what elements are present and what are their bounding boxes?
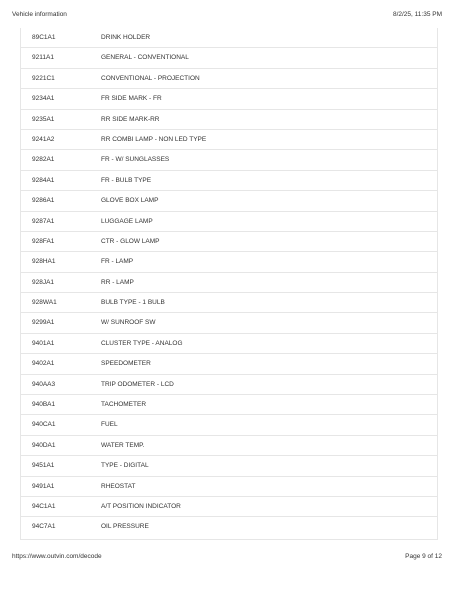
option-code: 9211A1 [32, 54, 54, 62]
table-row [21, 456, 437, 476]
option-description: FR - BULB TYPE [101, 176, 152, 184]
table-row [21, 150, 437, 170]
option-code: 928FA1 [32, 237, 55, 245]
page-title: Vehicle information [12, 11, 67, 18]
option-code: 928JA1 [32, 278, 55, 286]
table-row [21, 232, 437, 252]
option-description: TYPE - DIGITAL [101, 462, 149, 470]
table-row [21, 212, 437, 232]
table-row [21, 477, 437, 497]
print-datetime: 8/2/25, 11:35 PM [392, 11, 442, 18]
option-code: 928WA1 [32, 299, 57, 307]
option-description: FUEL [101, 421, 118, 429]
option-description: GLOVE BOX LAMP [101, 197, 159, 205]
table-row [21, 293, 437, 313]
table-row [21, 89, 437, 109]
option-description: SPEEDOMETER [101, 360, 151, 368]
option-description: OIL PRESSURE [101, 523, 149, 531]
option-description: W/ SUNROOF SW [101, 319, 156, 327]
option-description: RHEOSTAT [101, 482, 136, 490]
table-row [21, 273, 437, 293]
option-code: 940AA3 [32, 380, 56, 388]
table-row [21, 375, 437, 395]
option-description: RR SIDE MARK-RR [101, 115, 160, 123]
table-row [21, 334, 437, 354]
option-description: FR - W/ SUNGLASSES [101, 156, 170, 164]
vehicle-options-table [20, 28, 438, 540]
table-row [21, 252, 437, 272]
option-description: LUGGAGE LAMP [101, 217, 153, 225]
option-code: 9241A2 [32, 135, 55, 143]
option-code: 94C7A1 [32, 523, 56, 531]
option-code: 89C1A1 [32, 34, 56, 41]
table-row [21, 436, 437, 456]
option-description: CTR - GLOW LAMP [101, 237, 160, 245]
option-code: 9284A1 [32, 176, 55, 184]
option-code: 9299A1 [32, 319, 55, 327]
source-url: https://www.outvin.com/decode [12, 553, 102, 560]
page-header [12, 11, 442, 21]
option-description: CLUSTER TYPE - ANALOG [101, 339, 183, 347]
option-description: DRINK HOLDER [101, 34, 151, 41]
option-code: 9401A1 [32, 339, 55, 347]
table-row [21, 110, 437, 130]
page-number: Page 9 of 12 [405, 553, 442, 560]
option-code: 940DA1 [32, 441, 56, 449]
option-description: RR - LAMP [101, 278, 134, 286]
option-description: TRIP ODOMETER - LCD [101, 380, 174, 388]
option-description: RR COMBI LAMP - NON LED TYPE [101, 135, 207, 143]
option-code: 9402A1 [32, 360, 55, 368]
table-row [21, 171, 437, 191]
option-code: 9221C1 [32, 74, 55, 82]
option-code: 9234A1 [32, 95, 55, 103]
table-row [21, 354, 437, 374]
table-row [21, 191, 437, 211]
option-description: A/T POSITION INDICATOR [101, 502, 181, 510]
option-code: 9451A1 [32, 462, 55, 470]
option-description: BULB TYPE - 1 BULB [101, 299, 165, 307]
option-code: 94C1A1 [32, 502, 56, 510]
table-row [21, 313, 437, 333]
option-code: 940BA1 [32, 401, 56, 409]
option-code: 928HA1 [32, 258, 56, 266]
option-description: TACHOMETER [101, 401, 147, 409]
option-description: CONVENTIONAL - PROJECTION [101, 74, 200, 82]
option-code: 9491A1 [32, 482, 55, 490]
page-footer [12, 553, 442, 563]
option-description: GENERAL - CONVENTIONAL [101, 54, 189, 62]
option-description: FR - LAMP [101, 258, 134, 266]
table-row [21, 497, 437, 517]
table-row [21, 517, 437, 537]
option-code: 9286A1 [32, 197, 55, 205]
option-code: 9287A1 [32, 217, 55, 225]
table-row [21, 130, 437, 150]
table-row [21, 48, 437, 68]
table-row [21, 395, 437, 415]
option-description: WATER TEMP. [101, 441, 145, 449]
table-row [21, 415, 437, 435]
option-code: 9282A1 [32, 156, 55, 164]
table-row [21, 69, 437, 89]
option-description: FR SIDE MARK - FR [101, 95, 162, 103]
table-row [21, 28, 437, 48]
option-code: 9235A1 [32, 115, 55, 123]
option-code: 940CA1 [32, 421, 56, 429]
